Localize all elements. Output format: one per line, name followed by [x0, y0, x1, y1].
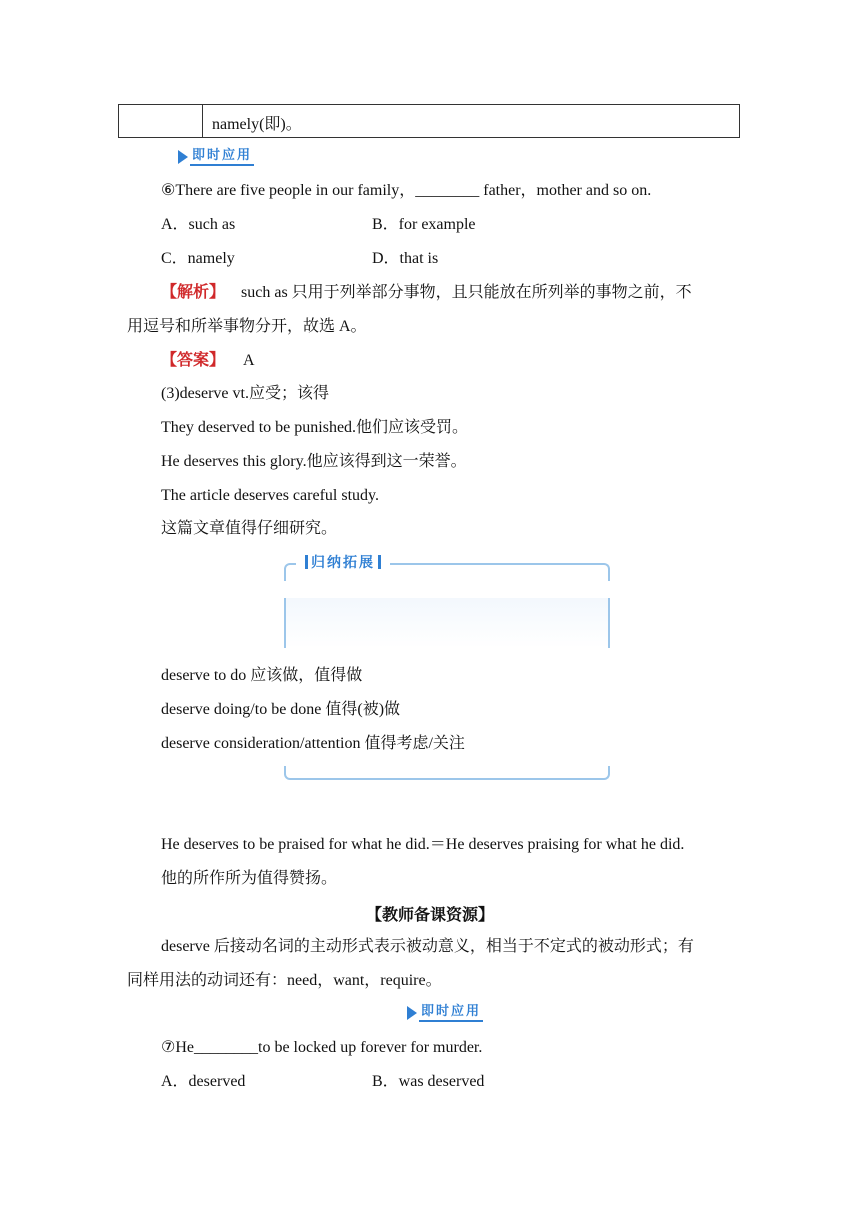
question-6-stem: ⑥There are five people in our family，________ father，mother and so on.	[161, 182, 652, 199]
question-7-stem: ⑦He________to be locked up forever for murder.	[161, 1039, 483, 1056]
practice-badge	[407, 1005, 483, 1021]
deserve-example-2: He deserves this glory.他应该得到这一荣誉。	[161, 453, 467, 470]
praise-example-cn: 他的所作所为值得赞扬。	[161, 870, 338, 887]
deserve-heading: (3)deserve vt.应受；该得	[161, 385, 329, 402]
answer-label: 【答案】	[161, 352, 226, 369]
question-6-option-a: A．such as	[161, 216, 236, 233]
analysis-label: 【解析】	[161, 284, 226, 301]
expand-box-bottom	[284, 766, 610, 780]
expand-item-3: deserve consideration/attention 值得考虑/关注	[161, 735, 465, 752]
expand-box-title: 归纳拓展	[296, 552, 390, 572]
question-6-option-d: D．that is	[372, 250, 439, 267]
practice-badge-label: 即时应用	[190, 148, 254, 166]
table-cell: namely(即)。	[212, 116, 302, 133]
question-7-option-b: B．was deserved	[372, 1073, 485, 1090]
expand-item-2: deserve doing/to be done 值得(被)做	[161, 701, 401, 718]
analysis-text-line2: 用逗号和所举事物分开，故选 A。	[127, 318, 367, 335]
question-6-option-c: C．namely	[161, 250, 235, 267]
title-bar-icon	[378, 555, 381, 569]
teacher-resource-title: 【教师备课资源】	[365, 907, 494, 924]
usage-table	[118, 104, 740, 138]
teacher-resource-line2: 同样用法的动词还有：need，want，require。	[127, 972, 442, 989]
analysis-paragraph	[161, 282, 692, 304]
deserve-example-3-translation: 这篇文章值得仔细研究。	[161, 520, 338, 537]
answer-value: A	[243, 352, 255, 369]
expand-item-1: deserve to do 应该做，值得做	[161, 667, 363, 684]
analysis-text-line1: such as 只用于列举部分事物，且只能放在所列举的事物之前，不	[241, 284, 692, 301]
question-6-option-b: B．for example	[372, 216, 476, 233]
play-arrow-icon	[178, 150, 188, 164]
table-divider	[202, 105, 203, 137]
deserve-example-3: The article deserves careful study.	[161, 487, 379, 504]
title-bar-icon	[305, 555, 308, 569]
practice-badge	[178, 149, 254, 165]
praise-example-en: He deserves to be praised for what he did.＝He deserves praising for what he did.	[161, 836, 685, 853]
deserve-example-1: They deserved to be punished.他们应该受罚。	[161, 419, 469, 436]
play-arrow-icon	[407, 1006, 417, 1020]
question-7-option-a: A．deserved	[161, 1073, 246, 1090]
practice-badge-label: 即时应用	[419, 1004, 483, 1022]
expand-box-band	[284, 598, 610, 648]
teacher-resource-line1: deserve 后接动名词的主动形式表示被动意义，相当于不定式的被动形式；有	[161, 938, 694, 955]
answer-row	[161, 350, 255, 372]
